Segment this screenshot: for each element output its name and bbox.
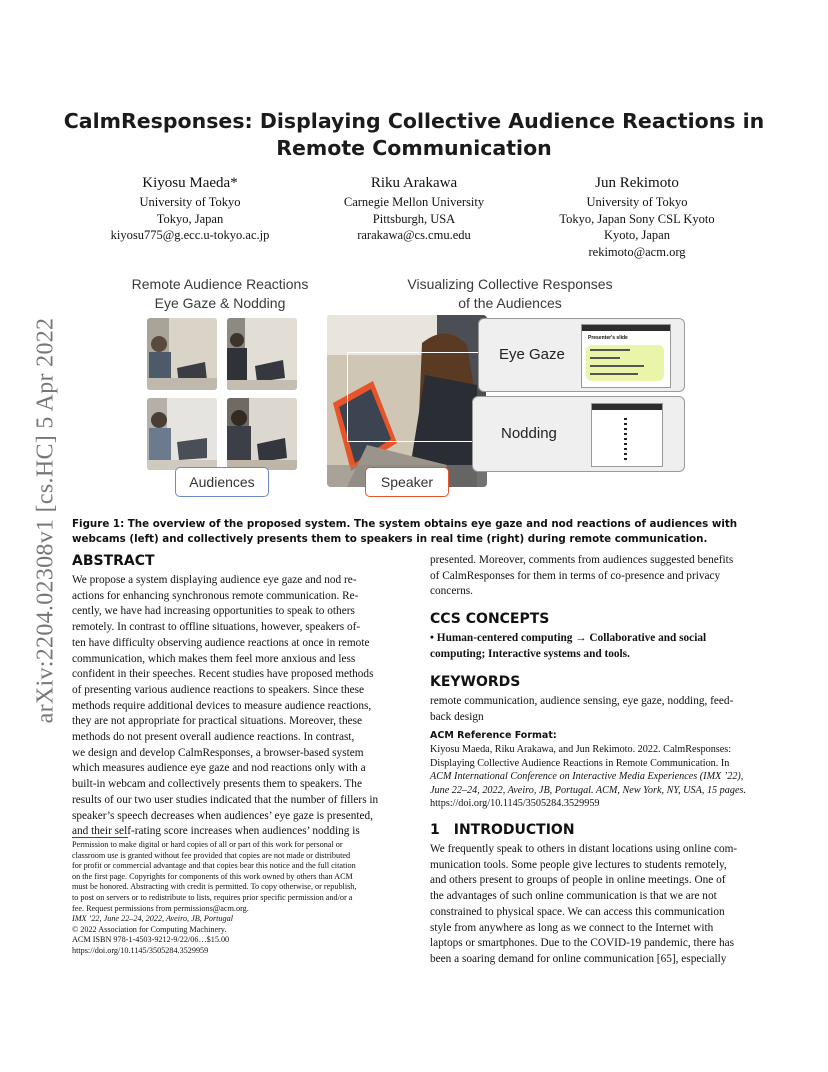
figure-caption: Figure 1: The overview of the proposed system. The system obtains eye gaze and nod reactions of audiences with webcams (left) and collectively presents them to speakers in real time (right) during remote communication. xyxy=(72,518,738,545)
author-location: Tokyo, Japan Sony CSL Kyoto xyxy=(559,211,715,226)
abstract-line: presented. Moreover, comments from audiences suggested benefits xyxy=(430,554,734,566)
abstract-line: built-in webcam and collectively presents them to speakers. The xyxy=(72,778,362,791)
slide-titlebar xyxy=(592,404,662,410)
figure-right-title-line2: of the Audiences xyxy=(458,295,562,311)
reference-line: June 22–24, 2022, Aveiro, JB, Portugal. ACM, New York, NY, USA, 15 pages. xyxy=(430,784,746,796)
abstract-line: and their self-rating score increases when audiences’ nodding is xyxy=(72,825,360,838)
abstract-line: concerns. xyxy=(430,585,473,598)
figure-left-title-line2: Eye Gaze & Nodding xyxy=(154,295,286,311)
reference-line: Displaying Collective Audience Reactions in Remote Communication. In xyxy=(430,757,730,769)
nodding-slide-preview xyxy=(591,403,663,467)
abstract-line: of presenting various audience reactions to speakers. Since these xyxy=(72,683,365,696)
footnote-line: IMX ’22, June 22–24, 2022, Aveiro, JB, Portugal xyxy=(72,914,233,924)
intro-line: munication tools. Some people give lectures to students remotely, xyxy=(430,858,727,871)
reference-line: ACM International Conference on Interactive Media Experiences (IMX ’22), xyxy=(430,771,744,782)
slide-title: Presenter's slide xyxy=(588,335,628,341)
introduction-body xyxy=(430,842,756,968)
abstract-line: results of our two user studies indicated that the number of fillers in xyxy=(72,793,379,806)
intro-line: style from anywhere as long as we connect to the Internet with xyxy=(430,921,714,934)
author-email: kiyosu775@g.ecc.u-tokyo.ac.jp xyxy=(110,228,270,242)
author-location: Pittsburgh, USA xyxy=(372,211,456,226)
abstract-line: they are not appropriate for practical situations. Moreover, these xyxy=(72,715,363,728)
abstract-continuation xyxy=(430,553,756,600)
author-email: rekimoto@acm.org xyxy=(588,244,686,259)
intro-line: the advantages of such online communication is that we are not xyxy=(430,890,717,903)
abstract-heading: ABSTRACT xyxy=(72,553,155,569)
introduction-heading xyxy=(430,822,575,838)
permission-footnote xyxy=(72,840,402,957)
audience-photo-3 xyxy=(147,398,217,470)
intro-line: constrained to physical space. We can access this communication xyxy=(430,905,725,918)
abstract-line: We propose a system displaying audience eye gaze and nod re- xyxy=(72,574,357,586)
abstract-line: speaker’s speech decreases when audiences’ eye gaze is presented, xyxy=(72,809,373,822)
abstract-line: confident in their speeches. Recent studies have proposed methods xyxy=(72,668,374,681)
audience-photo-1-illustration xyxy=(147,318,217,390)
keywords-line: back design xyxy=(430,710,484,723)
author-name: Kiyosu Maeda* xyxy=(142,175,238,191)
eye-gaze-slide-preview xyxy=(581,324,671,388)
footnote-line: © 2022 Association for Computing Machinery. xyxy=(72,924,227,934)
abstract-body xyxy=(72,573,398,840)
footnote-line: fee. Request permissions from permissions@acm.org. xyxy=(72,903,249,913)
footnote-rule xyxy=(72,837,128,838)
intro-line: laptops or smartphones. Due to the COVID-19 pandemic, there has xyxy=(430,937,735,950)
intro-line: been a soaring demand for online communication [65], especially xyxy=(430,952,727,965)
slide-bullet-1 xyxy=(590,349,630,351)
speaker-highlight-box xyxy=(347,352,487,442)
nodding-panel xyxy=(472,396,685,472)
author-email: rarakawa@cs.cmu.edu xyxy=(357,228,471,242)
paper-title xyxy=(60,108,768,162)
author-location: Tokyo, Japan xyxy=(156,211,224,226)
acm-reference-body xyxy=(430,743,760,811)
abstract-line: communication, which makes them feel more anxious and less xyxy=(72,652,356,665)
audience-photo-1 xyxy=(147,318,217,390)
author-name: Jun Rekimoto xyxy=(595,175,679,191)
audience-photo-2 xyxy=(227,318,297,390)
abstract-line: actions for enhancing synchronous remote communication. Re- xyxy=(72,589,359,602)
author-affiliation: Carnegie Mellon University xyxy=(343,195,485,209)
keywords-body xyxy=(430,694,756,725)
nodding-label: Nodding xyxy=(501,425,557,442)
intro-line: We frequently speak to others in distant locations using online com- xyxy=(430,843,738,855)
footnote-line: Permission to make digital or hard copies of all or part of this work for personal or xyxy=(72,840,343,849)
acm-reference-heading: ACM Reference Format: xyxy=(430,730,557,741)
arxiv-sidebar xyxy=(24,292,59,752)
footnote-line: for profit or commercial advantage and that copies bear this notice and the full citation xyxy=(72,861,356,871)
audience-photo-2-illustration xyxy=(227,318,297,390)
reference-line: https://doi.org/10.1145/3505284.3529959 xyxy=(430,798,600,809)
abstract-line: ten have difficulty observing audience reactions at once in remote xyxy=(72,636,370,649)
author-affiliation: University of Tokyo xyxy=(586,195,688,209)
footnote-line: https://doi.org/10.1145/3505284.3529959 xyxy=(72,945,209,955)
keywords-heading: KEYWORDS xyxy=(430,674,521,690)
audience-photo-3-illustration xyxy=(147,398,217,470)
footnote-line: ACM ISBN 978-1-4503-9212-9/22/06…$15.00 xyxy=(72,935,230,945)
ccs-body xyxy=(430,631,756,662)
author-block-3 xyxy=(532,174,742,260)
author-affiliation: University of Tokyo xyxy=(139,195,241,209)
arxiv-id: arXiv:2204.02308v1 [cs.HC] 5 Apr 2022 xyxy=(32,317,59,724)
abstract-line: we design and develop CalmResponses, a browser-based system xyxy=(72,746,364,759)
slide-titlebar xyxy=(582,325,670,331)
figure-right-title xyxy=(390,275,630,313)
ccs-heading: CCS CONCEPTS xyxy=(430,611,550,627)
intro-line: and others present to groups of people in online meetings. One of xyxy=(430,874,726,887)
title-line-1: CalmResponses: Displaying Collective Audience Reactions in xyxy=(63,109,765,133)
speaker-label: Speaker xyxy=(365,467,449,497)
footnote-line: to post on servers or to redistribute to lists, requires prior specific permission and/or a xyxy=(72,892,353,902)
abstract-line: remotely. In contrast to offline situations, however, speakers of- xyxy=(72,621,361,634)
audiences-label: Audiences xyxy=(175,467,269,497)
author-name: Riku Arakawa xyxy=(370,175,458,191)
author-block-1 xyxy=(90,174,290,244)
author-location-2: Kyoto, Japan xyxy=(604,228,670,242)
slide-bullet-2 xyxy=(590,357,620,359)
ccs-line: • Human-centered computing → Collaborative and social xyxy=(430,632,707,644)
footnote-line: must be honored. Abstracting with credit is permitted. To copy otherwise, or republish, xyxy=(72,882,357,892)
footnote-line: classroom use is granted without fee provided that copies are not made or distributed xyxy=(72,850,351,860)
reference-line: Kiyosu Maeda, Riku Arakawa, and Jun Rekimoto. 2022. CalmResponses: xyxy=(430,744,732,755)
figure-left-title xyxy=(120,275,320,313)
author-block-2 xyxy=(314,174,514,244)
abstract-line: methods do not present overall audience reactions. In contrast, xyxy=(72,731,355,744)
slide-bullet-3 xyxy=(590,365,644,367)
section-number: 1 xyxy=(430,822,440,838)
abstract-line: cently, we have had increasing opportunities to speak to others xyxy=(72,605,355,618)
footnote-line: on the first page. Copyrights for components of this work owned by others than ACM xyxy=(72,871,353,881)
abstract-line: which measures audience eye gaze and nod reactions only with a xyxy=(72,762,366,775)
slide-bullet-4 xyxy=(590,373,638,375)
nod-indicator xyxy=(624,418,627,460)
figure-left-title-line1: Remote Audience Reactions xyxy=(131,276,309,292)
figure-right-title-line1: Visualizing Collective Responses xyxy=(407,276,613,292)
abstract-line: of CalmResponses for them in terms of co-presence and privacy xyxy=(430,569,721,582)
audience-photo-4 xyxy=(227,398,297,470)
section-title: INTRODUCTION xyxy=(453,822,575,838)
ccs-line: computing; Interactive systems and tools. xyxy=(430,647,630,660)
eye-gaze-label: Eye Gaze xyxy=(499,346,565,363)
keywords-line: remote communication, audience sensing, eye gaze, nodding, feed- xyxy=(430,695,734,707)
audience-photo-4-illustration xyxy=(227,398,297,470)
eye-gaze-panel xyxy=(478,318,685,392)
abstract-line: methods require additional devices to measure audience reactions, xyxy=(72,699,372,712)
title-line-2: Remote Communication xyxy=(276,136,552,160)
